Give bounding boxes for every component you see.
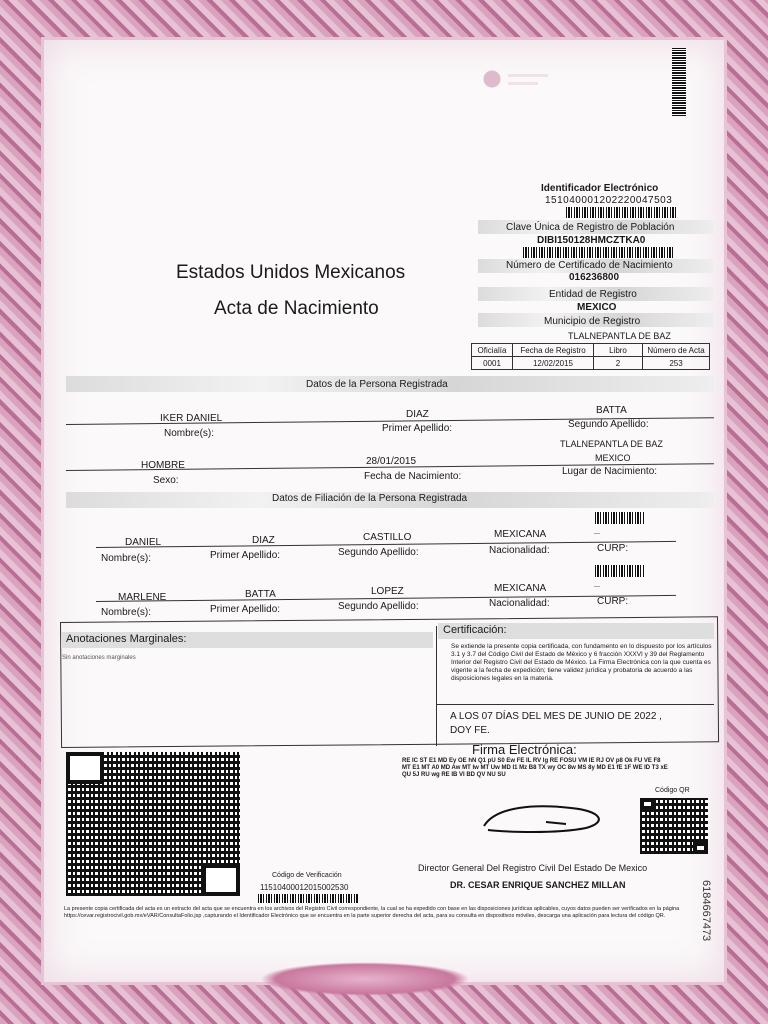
registry-fecha: 12/02/2015	[513, 357, 594, 370]
annotations-header: Anotaciones Marginales:	[61, 632, 433, 648]
certification-date-line2: DOY FE.	[450, 725, 490, 736]
registry-header-fecha: Fecha de Registro	[513, 344, 594, 357]
registry-table	[471, 343, 710, 370]
registered-segundo-apellido: BATTA	[596, 405, 627, 416]
parent1-primer-apellido: DIAZ	[252, 535, 275, 546]
verification-qr-code	[66, 752, 240, 896]
parent1-curp-label: CURP:	[597, 543, 629, 554]
qr-label: Código QR	[655, 787, 690, 794]
parent1-primer-apellido-label: Primer Apellido:	[210, 550, 281, 561]
electronic-id-label: Identificador Electrónico	[541, 183, 659, 194]
parent1-nacionalidad: MEXICANA	[494, 529, 547, 540]
registry-libro: 2	[594, 357, 643, 370]
registry-acta: 253	[643, 357, 710, 370]
certification-split	[437, 704, 714, 705]
parent1-nacionalidad-label: Nacionalidad:	[489, 545, 550, 556]
municipio-label: Municipio de Registro	[544, 316, 641, 327]
parent2-curp: ---	[594, 584, 600, 590]
electronic-id-barcode	[566, 207, 676, 218]
verification-barcode	[258, 894, 358, 903]
curp-barcode	[523, 247, 673, 258]
segundo-apellido-label: Segundo Apellido:	[568, 419, 649, 430]
bottom-ornament	[260, 962, 470, 996]
director-title: Director General Del Registro Civil Del Estado De Mexico	[418, 863, 648, 873]
entidad-label: Entidad de Registro	[549, 289, 637, 300]
registry-header-acta: Número de Acta	[643, 344, 710, 357]
registered-fecha-nacimiento: 28/01/2015	[366, 456, 417, 467]
parent1-segundo-apellido-label: Segundo Apellido:	[338, 547, 419, 558]
signature-stroke	[484, 806, 599, 832]
sexo-label: Sexo:	[153, 475, 179, 486]
parent2-nacionalidad-label: Nacionalidad:	[489, 598, 550, 609]
cert-number-value: 016236800	[569, 272, 620, 283]
lugar-line1: TLALNEPANTLA DE BAZ	[560, 439, 663, 449]
parent2-nacionalidad: MEXICANA	[494, 583, 547, 594]
parent2-primer-apellido-label: Primer Apellido:	[210, 604, 281, 615]
registered-nombres: IKER DANIEL	[160, 413, 223, 424]
parent2-nombres-label: Nombre(s):	[101, 607, 152, 618]
signature-title: Firma Electrónica:	[472, 742, 577, 757]
registered-section-title: Datos de la Persona Registrada	[306, 379, 448, 390]
footer-legal-text: La presente copia certificada del acta es un extracto del acta que se encuentra en los archivos del Registro Civil correspondiente, la cual se ha expedido con base en las disposiciones jurídicas aplicables, cuyos datos pueden ser verificados en la página https://cevar.registrocivil.gob.mx/eVAR/ConsultaFolio.jsp ,capturando el Identificador Electrónico que se encuentra en la parte superior derecha del acta, para su consulta en dispositivos móviles, descarga una aplicación para lectura del código QR.	[64, 906, 680, 919]
registry-header-oficialia: Oficialía	[472, 344, 513, 357]
top-barcode	[672, 48, 686, 116]
primer-apellido-label: Primer Apellido:	[382, 423, 453, 434]
registry-oficialia: 0001	[472, 357, 513, 370]
certification-date-line1: A LOS 07 DÍAS DEL MES DE JUNIO DE 2022 ,	[450, 711, 662, 722]
side-serial-number: 6184667473	[700, 880, 712, 942]
parent1-curp: ---	[594, 531, 600, 537]
certification-text: Se extiende la presente copia certificada, con fundamento en lo dispuesto por los artículos 3.1 y 3.7 del Código Civil del Estado de México y 6 fracción XXXVI y 39 del Reglamento Interior del Registro Civil del Estado de México. La Firma Electrónica con la que cuenta es vigente a la fecha de expedición; tiene validez jurídica y probatoria de acuerdo a las disposiciones legales en la materia.	[451, 643, 712, 682]
lugar-line2: MEXICO	[595, 453, 631, 463]
curp-label: Clave Única de Registro de Población	[506, 222, 675, 233]
handwritten-signature	[476, 798, 612, 838]
entidad-value: MEXICO	[577, 302, 617, 313]
fecha-nacimiento-label: Fecha de Nacimiento:	[364, 471, 462, 482]
parent2-primer-apellido: BATTA	[245, 589, 276, 600]
signature-hash: RE IC ST E1 MD Ey OE hN Q1 pU S0 Ew FE IL RV lg RE FOSU VM IE RJ OV p8 Ok FU VE F8 MT E1 MT A0 MD Aw MT Iw MT Uw MD I1 Mz B8 TX wy OC 8w MS 8y MD E1 fE 1F WE ID T3 xE QU 5J RU wg RE IB VI BD QV NU SU	[402, 758, 668, 778]
certification-header: Certificación:	[438, 623, 714, 639]
parent2-segundo-apellido-label: Segundo Apellido:	[338, 601, 419, 612]
director-name: DR. CESAR ENRIQUE SANCHEZ MILLAN	[450, 880, 626, 890]
filiation-section-title: Datos de Filiación de la Persona Registrada	[272, 493, 468, 504]
parent2-curp-barcode	[595, 565, 645, 577]
annotations-text: Sin anotaciones marginales	[62, 655, 136, 661]
signature-qr-code	[640, 798, 708, 854]
parent1-segundo-apellido: CASTILLO	[363, 532, 412, 543]
parent1-nombres: DANIEL	[125, 537, 162, 548]
parent2-segundo-apellido: LOPEZ	[371, 586, 404, 597]
cert-number-label: Número de Certificado de Nacimiento	[506, 260, 673, 271]
lugar-label: Lugar de Nacimiento:	[562, 466, 658, 477]
registry-header-libro: Libro	[594, 344, 643, 357]
parent1-nombres-label: Nombre(s):	[101, 553, 152, 564]
country-title: Estados Unidos Mexicanos	[176, 262, 406, 283]
verification-value: 115104000120150025​30	[260, 883, 349, 892]
annotations-divider	[436, 626, 437, 746]
nombres-label: Nombre(s):	[164, 428, 215, 439]
municipio-value: TLALNEPANTLA DE BAZ	[568, 331, 671, 341]
verification-label: Código de Verificación	[272, 872, 342, 879]
electronic-id-value: 151040001202220047503	[545, 195, 673, 206]
registered-primer-apellido: DIAZ	[406, 409, 429, 420]
parent2-curp-label: CURP:	[597, 596, 629, 607]
registered-sexo: HOMBRE	[141, 460, 185, 471]
document-title: Acta de Nacimiento	[214, 298, 379, 319]
curp-value: DIBI150128HMCZTKA0	[537, 235, 646, 246]
parent2-nombres: MARLENE	[118, 592, 167, 603]
government-logo	[468, 62, 548, 96]
parent1-curp-barcode	[595, 512, 645, 524]
